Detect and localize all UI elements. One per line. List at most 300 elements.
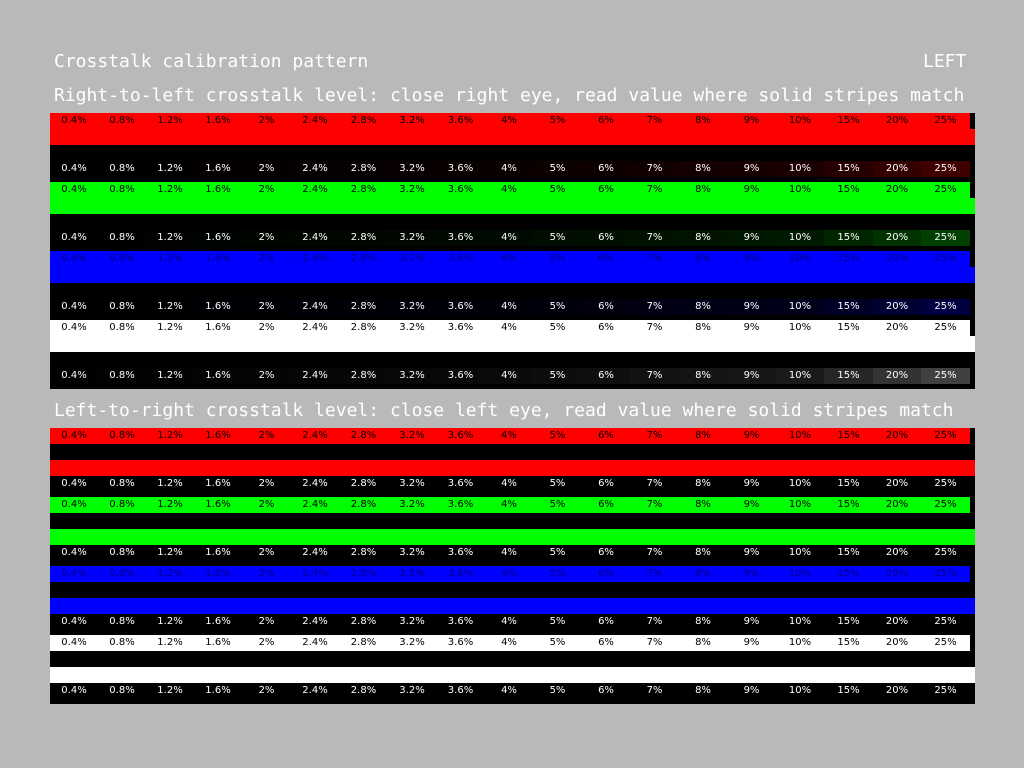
level-label: 3.6% — [436, 614, 485, 630]
level-label: 1.6% — [194, 251, 242, 267]
level-label: 0.8% — [98, 368, 146, 384]
level-label: 5% — [533, 545, 582, 561]
level-label: 2.8% — [339, 368, 388, 384]
level-label: 20% — [873, 251, 921, 267]
level-label: 2% — [242, 566, 291, 582]
level-label: 1.6% — [194, 230, 242, 246]
level-label: 0.4% — [50, 683, 98, 699]
level-label: 1.6% — [194, 368, 242, 384]
level-label: 25% — [921, 113, 970, 129]
level-label: 6% — [582, 614, 630, 630]
level-label: 2.4% — [291, 614, 339, 630]
level-label: 7% — [630, 614, 679, 630]
level-label: 2.4% — [291, 368, 339, 384]
level-label: 9% — [727, 113, 776, 129]
level-label: 2.8% — [339, 251, 388, 267]
red-level-row-top — [50, 113, 975, 129]
level-label: 7% — [630, 476, 679, 492]
level-label: 5% — [533, 683, 582, 699]
level-label: 0.4% — [50, 182, 98, 198]
level-label: 6% — [582, 161, 630, 177]
white-level-row-top — [50, 635, 975, 651]
level-label: 10% — [776, 566, 824, 582]
level-label: 9% — [727, 230, 776, 246]
level-label: 2% — [242, 368, 291, 384]
level-label: 15% — [824, 230, 873, 246]
green-level-row-bottom — [50, 230, 975, 246]
level-label: 9% — [727, 299, 776, 315]
level-label: 1.6% — [194, 299, 242, 315]
level-label: 1.2% — [146, 428, 194, 444]
level-label: 20% — [873, 161, 921, 177]
level-label: 0.8% — [98, 545, 146, 561]
level-label: 7% — [630, 113, 679, 129]
level-label: 1.6% — [194, 113, 242, 129]
level-label: 4% — [485, 113, 533, 129]
green-level-row-bottom — [50, 545, 975, 561]
level-label: 3.6% — [436, 635, 485, 651]
level-label: 10% — [776, 251, 824, 267]
level-label: 4% — [485, 545, 533, 561]
level-label: 0.8% — [98, 182, 146, 198]
green-level-row-top — [50, 182, 975, 198]
level-label: 10% — [776, 497, 824, 513]
level-label: 2.8% — [339, 545, 388, 561]
level-label: 9% — [727, 476, 776, 492]
level-label: 9% — [727, 320, 776, 336]
level-label: 10% — [776, 545, 824, 561]
level-label: 7% — [630, 545, 679, 561]
level-label: 5% — [533, 113, 582, 129]
level-label: 2.8% — [339, 428, 388, 444]
level-label: 3.6% — [436, 113, 485, 129]
level-label: 20% — [873, 476, 921, 492]
level-label: 0.8% — [98, 497, 146, 513]
level-label: 8% — [679, 428, 727, 444]
level-label: 4% — [485, 497, 533, 513]
level-label: 10% — [776, 161, 824, 177]
level-label: 1.2% — [146, 683, 194, 699]
level-label: 3.2% — [388, 683, 436, 699]
level-label: 4% — [485, 635, 533, 651]
level-label: 0.4% — [50, 251, 98, 267]
level-label: 2.8% — [339, 497, 388, 513]
level-label: 0.4% — [50, 428, 98, 444]
white-level-row-bottom — [50, 683, 975, 699]
level-label: 8% — [679, 230, 727, 246]
level-label: 4% — [485, 182, 533, 198]
level-label: 7% — [630, 635, 679, 651]
level-label: 8% — [679, 251, 727, 267]
level-label: 1.2% — [146, 182, 194, 198]
level-label: 1.6% — [194, 497, 242, 513]
level-label: 4% — [485, 428, 533, 444]
level-label: 1.2% — [146, 299, 194, 315]
level-label: 25% — [921, 683, 970, 699]
level-label: 4% — [485, 566, 533, 582]
level-label: 2.8% — [339, 476, 388, 492]
level-label: 7% — [630, 566, 679, 582]
level-label: 7% — [630, 251, 679, 267]
level-label: 10% — [776, 428, 824, 444]
level-label: 10% — [776, 614, 824, 630]
level-label: 7% — [630, 428, 679, 444]
level-label: 2% — [242, 113, 291, 129]
level-label: 1.2% — [146, 614, 194, 630]
level-label: 3.2% — [388, 320, 436, 336]
level-label: 20% — [873, 299, 921, 315]
level-label: 3.6% — [436, 320, 485, 336]
level-label: 2% — [242, 182, 291, 198]
level-label: 2% — [242, 614, 291, 630]
level-label: 2.4% — [291, 683, 339, 699]
level-label: 25% — [921, 566, 970, 582]
level-label: 2% — [242, 428, 291, 444]
level-label: 10% — [776, 476, 824, 492]
blue-solid-stripe — [50, 267, 975, 283]
level-label: 6% — [582, 368, 630, 384]
level-label: 3.2% — [388, 113, 436, 129]
level-label: 3.6% — [436, 476, 485, 492]
level-label: 8% — [679, 476, 727, 492]
level-label: 0.8% — [98, 635, 146, 651]
level-label: 1.6% — [194, 320, 242, 336]
level-label: 2.8% — [339, 299, 388, 315]
level-label: 15% — [824, 566, 873, 582]
level-label: 8% — [679, 368, 727, 384]
level-label: 8% — [679, 113, 727, 129]
level-label: 6% — [582, 182, 630, 198]
level-label: 5% — [533, 230, 582, 246]
level-label: 9% — [727, 251, 776, 267]
level-label: 1.2% — [146, 476, 194, 492]
level-label: 5% — [533, 368, 582, 384]
level-label: 6% — [582, 251, 630, 267]
level-label: 15% — [824, 161, 873, 177]
level-label: 2.4% — [291, 566, 339, 582]
white-solid-stripe — [50, 667, 975, 683]
level-label: 1.2% — [146, 113, 194, 129]
level-label: 3.6% — [436, 428, 485, 444]
level-label: 3.2% — [388, 545, 436, 561]
level-label: 2.8% — [339, 161, 388, 177]
level-label: 2% — [242, 161, 291, 177]
level-label: 5% — [533, 299, 582, 315]
level-label: 0.4% — [50, 230, 98, 246]
level-label: 2.4% — [291, 230, 339, 246]
level-label: 8% — [679, 497, 727, 513]
level-label: 9% — [727, 182, 776, 198]
level-label: 5% — [533, 320, 582, 336]
level-label: 9% — [727, 497, 776, 513]
level-label: 3.6% — [436, 545, 485, 561]
level-label: 5% — [533, 161, 582, 177]
level-label: 15% — [824, 299, 873, 315]
level-label: 2.8% — [339, 113, 388, 129]
level-label: 0.8% — [98, 251, 146, 267]
level-label: 5% — [533, 251, 582, 267]
level-label: 25% — [921, 614, 970, 630]
level-label: 2.8% — [339, 566, 388, 582]
level-label: 2.4% — [291, 299, 339, 315]
blue-level-row-bottom — [50, 614, 975, 630]
level-label: 4% — [485, 251, 533, 267]
level-label: 6% — [582, 113, 630, 129]
green-calibration-group — [50, 497, 975, 566]
level-label: 8% — [679, 545, 727, 561]
level-label: 2.8% — [339, 683, 388, 699]
level-label: 2% — [242, 683, 291, 699]
level-label: 20% — [873, 614, 921, 630]
level-label: 3.6% — [436, 161, 485, 177]
left-to-right-section-title: Left-to-right crosstalk level: close left eye, read value where solid stripes match — [54, 400, 954, 421]
level-label: 15% — [824, 368, 873, 384]
level-label: 3.2% — [388, 566, 436, 582]
level-label: 3.6% — [436, 299, 485, 315]
level-label: 0.4% — [50, 368, 98, 384]
green-solid-stripe — [50, 198, 975, 214]
level-label: 25% — [921, 368, 970, 384]
level-label: 15% — [824, 614, 873, 630]
level-label: 1.2% — [146, 230, 194, 246]
level-label: 10% — [776, 113, 824, 129]
level-label: 5% — [533, 476, 582, 492]
level-label: 3.2% — [388, 230, 436, 246]
level-label: 3.6% — [436, 368, 485, 384]
level-label: 9% — [727, 635, 776, 651]
level-label: 7% — [630, 299, 679, 315]
red-level-row-bottom — [50, 161, 975, 177]
level-label: 1.2% — [146, 545, 194, 561]
red-calibration-group — [50, 428, 975, 497]
level-label: 9% — [727, 545, 776, 561]
level-label: 9% — [727, 161, 776, 177]
level-label: 2% — [242, 320, 291, 336]
level-label: 1.2% — [146, 635, 194, 651]
level-label: 2.4% — [291, 113, 339, 129]
green-solid-stripe — [50, 529, 975, 545]
level-label: 7% — [630, 497, 679, 513]
level-label: 15% — [824, 251, 873, 267]
level-label: 25% — [921, 497, 970, 513]
level-label: 6% — [582, 497, 630, 513]
level-label: 15% — [824, 683, 873, 699]
level-label: 3.6% — [436, 251, 485, 267]
level-label: 20% — [873, 230, 921, 246]
level-label: 7% — [630, 161, 679, 177]
blue-level-row-bottom — [50, 299, 975, 315]
level-label: 0.8% — [98, 230, 146, 246]
white-calibration-group — [50, 635, 975, 704]
blue-level-row-top — [50, 251, 975, 267]
level-label: 9% — [727, 566, 776, 582]
level-label: 1.6% — [194, 161, 242, 177]
level-label: 6% — [582, 320, 630, 336]
white-level-row-top — [50, 320, 975, 336]
level-label: 2% — [242, 497, 291, 513]
level-label: 3.2% — [388, 251, 436, 267]
level-label: 1.2% — [146, 368, 194, 384]
level-label: 20% — [873, 497, 921, 513]
level-label: 1.2% — [146, 320, 194, 336]
level-label: 10% — [776, 230, 824, 246]
level-label: 8% — [679, 614, 727, 630]
level-label: 15% — [824, 182, 873, 198]
level-label: 15% — [824, 497, 873, 513]
level-label: 9% — [727, 428, 776, 444]
level-label: 6% — [582, 476, 630, 492]
level-label: 25% — [921, 251, 970, 267]
left-to-right-pattern — [50, 428, 975, 704]
level-label: 4% — [485, 230, 533, 246]
level-label: 2.8% — [339, 614, 388, 630]
level-label: 4% — [485, 161, 533, 177]
level-label: 15% — [824, 476, 873, 492]
level-label: 7% — [630, 182, 679, 198]
level-label: 1.6% — [194, 683, 242, 699]
level-label: 2% — [242, 476, 291, 492]
red-level-row-top — [50, 428, 975, 444]
level-label: 8% — [679, 182, 727, 198]
level-label: 9% — [727, 683, 776, 699]
level-label: 1.2% — [146, 566, 194, 582]
level-label: 1.6% — [194, 635, 242, 651]
level-label: 25% — [921, 635, 970, 651]
level-label: 0.4% — [50, 497, 98, 513]
red-solid-stripe — [50, 460, 975, 476]
level-label: 0.4% — [50, 614, 98, 630]
level-label: 3.2% — [388, 182, 436, 198]
level-label: 4% — [485, 368, 533, 384]
level-label: 20% — [873, 368, 921, 384]
level-label: 2.4% — [291, 497, 339, 513]
level-label: 6% — [582, 566, 630, 582]
level-label: 3.2% — [388, 614, 436, 630]
level-label: 1.6% — [194, 566, 242, 582]
white-solid-stripe — [50, 336, 975, 352]
level-label: 15% — [824, 320, 873, 336]
level-label: 3.6% — [436, 497, 485, 513]
level-label: 2.8% — [339, 182, 388, 198]
level-label: 5% — [533, 566, 582, 582]
level-label: 1.2% — [146, 251, 194, 267]
level-label: 5% — [533, 497, 582, 513]
level-label: 2.4% — [291, 428, 339, 444]
level-label: 3.2% — [388, 476, 436, 492]
level-label: 3.2% — [388, 635, 436, 651]
level-label: 6% — [582, 230, 630, 246]
level-label: 5% — [533, 182, 582, 198]
level-label: 0.4% — [50, 320, 98, 336]
level-label: 8% — [679, 161, 727, 177]
level-label: 8% — [679, 635, 727, 651]
white-calibration-group — [50, 320, 975, 389]
level-label: 2.4% — [291, 161, 339, 177]
level-label: 4% — [485, 320, 533, 336]
level-label: 10% — [776, 182, 824, 198]
level-label: 8% — [679, 320, 727, 336]
level-label: 4% — [485, 299, 533, 315]
green-calibration-group — [50, 182, 975, 251]
level-label: 6% — [582, 635, 630, 651]
level-label: 10% — [776, 683, 824, 699]
level-label: 7% — [630, 368, 679, 384]
level-label: 25% — [921, 299, 970, 315]
level-label: 0.8% — [98, 428, 146, 444]
level-label: 2.4% — [291, 476, 339, 492]
level-label: 1.6% — [194, 614, 242, 630]
level-label: 1.2% — [146, 497, 194, 513]
level-label: 0.4% — [50, 161, 98, 177]
level-label: 0.8% — [98, 113, 146, 129]
level-label: 20% — [873, 113, 921, 129]
level-label: 3.2% — [388, 428, 436, 444]
level-label: 0.8% — [98, 320, 146, 336]
level-label: 3.2% — [388, 368, 436, 384]
level-label: 0.8% — [98, 161, 146, 177]
level-label: 20% — [873, 635, 921, 651]
level-label: 6% — [582, 545, 630, 561]
level-label: 2% — [242, 230, 291, 246]
level-label: 2.4% — [291, 635, 339, 651]
blue-calibration-group — [50, 251, 975, 320]
level-label: 10% — [776, 299, 824, 315]
level-label: 25% — [921, 230, 970, 246]
level-label: 15% — [824, 428, 873, 444]
level-label: 2% — [242, 545, 291, 561]
level-label: 2.4% — [291, 182, 339, 198]
level-label: 1.6% — [194, 182, 242, 198]
right-to-left-section-title: Right-to-left crosstalk level: close right eye, read value where solid stripes match — [54, 85, 965, 106]
level-label: 0.8% — [98, 476, 146, 492]
level-label: 3.2% — [388, 497, 436, 513]
level-label: 5% — [533, 428, 582, 444]
level-label: 4% — [485, 683, 533, 699]
level-label: 1.2% — [146, 161, 194, 177]
level-label: 15% — [824, 545, 873, 561]
level-label: 3.6% — [436, 182, 485, 198]
level-label: 25% — [921, 320, 970, 336]
level-label: 25% — [921, 476, 970, 492]
level-label: 10% — [776, 635, 824, 651]
level-label: 20% — [873, 182, 921, 198]
level-label: 2.8% — [339, 230, 388, 246]
blue-solid-stripe — [50, 598, 975, 614]
level-label: 25% — [921, 182, 970, 198]
level-label: 3.6% — [436, 230, 485, 246]
level-label: 6% — [582, 299, 630, 315]
level-label: 10% — [776, 368, 824, 384]
level-label: 2.4% — [291, 320, 339, 336]
level-label: 0.4% — [50, 566, 98, 582]
blue-level-row-top — [50, 566, 975, 582]
level-label: 0.4% — [50, 113, 98, 129]
level-label: 2.4% — [291, 545, 339, 561]
level-label: 5% — [533, 614, 582, 630]
level-label: 9% — [727, 614, 776, 630]
level-label: 0.4% — [50, 545, 98, 561]
level-label: 7% — [630, 230, 679, 246]
red-calibration-group — [50, 113, 975, 182]
level-label: 25% — [921, 161, 970, 177]
eye-label: LEFT — [923, 51, 967, 72]
level-label: 1.6% — [194, 428, 242, 444]
green-level-row-top — [50, 497, 975, 513]
red-solid-stripe — [50, 129, 975, 145]
level-label: 20% — [873, 320, 921, 336]
level-label: 0.4% — [50, 635, 98, 651]
level-label: 20% — [873, 566, 921, 582]
